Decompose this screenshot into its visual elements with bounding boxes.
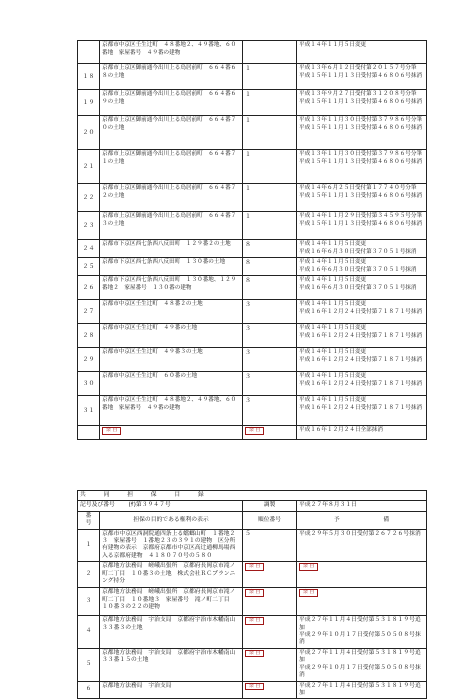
event-entries <box>297 240 427 258</box>
property-location: 京都市上京区御前通今出川上る鳥居前町 ６６４番７２の土地 <box>100 184 243 212</box>
col-header-rank: 順位番号 <box>243 511 297 529</box>
col-header-bi: 備 <box>383 516 390 523</box>
event-entry: 平成１３年１１月３０日受付第３７９８６号分筆 <box>299 117 423 123</box>
rank-number: ８ <box>243 240 297 258</box>
row-number: ２２ <box>78 184 100 212</box>
owner-history-row <box>78 64 427 90</box>
event-entries <box>297 300 427 324</box>
property-location: 京都市上京区御前通今出川上る鳥居前町 ６６４番６９の土地 <box>100 90 243 116</box>
event-entry: 平成１５年１１月１３日受付第４６８０６号抹消 <box>299 72 423 79</box>
collateral-item-row <box>78 529 427 562</box>
event-entries <box>297 258 427 276</box>
rank-number <box>243 41 297 64</box>
event-entry: 平成１４年１１月５日変更 <box>299 259 367 266</box>
event-entry: 平成１４年１１月５日変更 <box>299 325 367 332</box>
owner-history-row <box>78 258 427 276</box>
owner-history-row <box>78 300 427 324</box>
col-header-remarks <box>297 511 427 529</box>
event-entries <box>297 348 427 372</box>
event-entries <box>297 372 427 396</box>
item-rank-cell <box>243 681 297 699</box>
row-number: ２８ <box>78 324 100 348</box>
rank-number: ３ <box>243 324 297 348</box>
full-deletion-entry: 平成１６年１２月２４日全部抹消 <box>297 426 427 440</box>
margin-stamp: 余 白 <box>245 650 264 658</box>
item-remarks: 平成２９年５月３０日受付第２６７２６号抹消 <box>297 529 427 562</box>
event-entry: 平成１６年６月３０日受付第３７０５１号抹消 <box>299 248 417 255</box>
row-number <box>78 41 100 64</box>
record-value: (ｻ)第３９４７号 <box>128 502 171 509</box>
collateral-item-row <box>78 648 427 681</box>
event-entry: 平成１４年１１月５日変更 <box>299 349 367 356</box>
rank-number: １ <box>243 150 297 184</box>
rank-number: １ <box>243 90 297 116</box>
margin-stamp: 余 白 <box>245 427 264 435</box>
joint-collateral-body <box>78 529 427 699</box>
item-number: ６ <box>78 681 100 699</box>
item-remarks: 平成２７年１１月４日受付第５３１８１９号追加 平成２９年１０月１７日受付第５０５０８号抹消 <box>297 616 427 649</box>
owner-history-row <box>78 324 427 348</box>
property-location: 京都市中京区壬生辻町 ４９番３の土地 <box>100 348 243 372</box>
item-rights: 京都地方法務局 宇治支局 京都府宇治市木幡南山 ３３番１５の土地 <box>100 648 243 681</box>
section-title: 共 同 担 保 目 録 <box>78 491 427 501</box>
property-location: 京都市上京区御前通今出川上る鳥居前町 ６６４番７３の土地 <box>100 212 243 240</box>
event-entries <box>297 90 427 116</box>
event-entry: 平成１４年１１月５日変更 <box>299 373 367 380</box>
row-number: ２０ <box>78 116 100 150</box>
row-number: ２４ <box>78 240 100 258</box>
property-location: 京都市下京区西七条西八反田町 １３０番地、１２９番地２ 家屋番号 １３０番の建物 <box>100 276 243 300</box>
item-number: １ <box>78 529 100 562</box>
item-rights: 京都市中京区西洞院通四条上る蟷螂山町 １番地２３ 家屋番号 １番地２３の３９１の建物 区分所有建物の表示 京都府京都市中京区高辻通柳馬場西入る京都府建物 ４１８０７０号の５８０ <box>100 529 243 562</box>
event-entry: 平成１４年１１月５日変更 <box>299 301 367 308</box>
col-header-number: 番 号 <box>78 511 100 529</box>
property-location: 京都市上京区御前通今出川上る鳥居前町 ６６４番７１の土地 <box>100 150 243 184</box>
item-rights: 京都地方法務局 嵯峨出張所 京都府長岡京市滝ノ町二丁目 １０番地３ 家屋番号 滝ノ町二丁目 １０番３の２２の建物 <box>100 588 243 616</box>
event-entries <box>297 150 427 184</box>
owner-history-body <box>78 41 427 440</box>
event-entries <box>297 212 427 240</box>
owner-history-row <box>78 150 427 184</box>
event-entries <box>297 396 427 426</box>
record-number-cell <box>78 501 243 511</box>
row-number: ２１ <box>78 150 100 184</box>
item-remarks: 平成２７年１１月４日受付第５３１８１９号追加 <box>297 681 427 699</box>
event-entry: 平成１６年１２月２４日受付第７１８７１号抹消 <box>299 356 423 363</box>
item-number: ２ <box>78 562 100 588</box>
property-location: 京都市上京区御前通今出川上る鳥居前町 ６６４番７０の土地 <box>100 116 243 150</box>
col-header-yobi: 予 <box>333 516 340 523</box>
rank-number: ３ <box>243 300 297 324</box>
event-entry: 平成１４年６月２５日受付第１７７４０号分筆 <box>299 185 417 191</box>
row-number: ２３ <box>78 212 100 240</box>
event-entry: 平成１３年９月２７日受付第３１２０８号分筆 <box>299 91 417 97</box>
stamp-cell <box>100 426 243 440</box>
margin-stamp: 余 白 <box>245 563 264 571</box>
event-entries <box>297 184 427 212</box>
owner-history-row <box>78 41 427 64</box>
collateral-item-row <box>78 562 427 588</box>
owner-history-row <box>78 240 427 258</box>
event-entries <box>297 116 427 150</box>
collateral-item-row <box>78 616 427 649</box>
col-header-rights: 担保の目的である権利の表示 <box>100 511 243 529</box>
owner-history-row <box>78 90 427 116</box>
margin-stamp: 余 白 <box>102 427 121 435</box>
event-entry: 平成１６年１２月２４日受付第７１８７１号抹消 <box>299 380 423 387</box>
rank-number: １ <box>243 212 297 240</box>
item-number: ３ <box>78 588 100 616</box>
owner-history-final-row <box>78 426 427 440</box>
event-entry: 平成１５年１１月１３日受付第４６８０６号抹消 <box>299 192 423 199</box>
rank-number: １ <box>243 184 297 212</box>
owner-history-row <box>78 116 427 150</box>
item-rank-cell <box>243 616 297 649</box>
event-entry: 平成１３年６月１２日受付第２０１５７号分筆 <box>299 65 417 71</box>
owner-history-row <box>78 348 427 372</box>
event-entry: 平成１４年１１月２９日受付第３４５９５号分筆 <box>299 213 423 219</box>
owner-history-table <box>77 40 427 440</box>
rank-number: １ <box>243 116 297 150</box>
item-rank-cell <box>243 562 297 588</box>
rank-number: ３ <box>243 348 297 372</box>
event-entries <box>297 64 427 90</box>
property-location: 京都市中京区壬生辻町 ４８番２の土地 <box>100 300 243 324</box>
event-entry: 平成１４年１１月５日変更 <box>299 241 367 247</box>
margin-stamp: 余 白 <box>245 589 264 597</box>
owner-history-row <box>78 184 427 212</box>
item-rank-cell <box>243 648 297 681</box>
event-entries <box>297 324 427 348</box>
rank-number: １ <box>243 64 297 90</box>
event-entry: 平成１５年１１月１３日受付第４６８０６号抹消 <box>299 220 423 227</box>
property-location: 京都市下京区西七条西八反田町 １３０番の土地 <box>100 258 243 276</box>
item-rank-cell <box>243 529 297 562</box>
property-location: 京都市中京区壬生辻町 ４９番の土地 <box>100 324 243 348</box>
row-number: １８ <box>78 64 100 90</box>
row-number-empty <box>78 426 100 440</box>
record-label: 記号及び番号 <box>80 502 115 509</box>
row-number: ２９ <box>78 348 100 372</box>
margin-stamp: 余 白 <box>245 683 264 691</box>
row-number: ２５ <box>78 258 100 276</box>
event-entries <box>297 41 427 64</box>
stamp-cell <box>243 426 297 440</box>
item-remarks: 平成２７年１１月４日受付第５３１８１９号追加 平成２９年１０月１７日受付第５０５０８号抹消 <box>297 648 427 681</box>
adjusted-value: 平成２７年８月３１日 <box>297 501 427 511</box>
event-entry: 平成１５年１１月１３日受付第４６８０６号抹消 <box>299 124 423 131</box>
item-rights: 京都地方法務局 宇治支局 <box>100 681 243 699</box>
item-rights: 京都地方法務局 宇治支局 京都府宇治市木幡南山 ３３番３の土地 <box>100 616 243 649</box>
event-entry: 平成１５年１１月１３日受付第４６８０６号抹消 <box>299 98 423 105</box>
rank-number: ３ <box>243 372 297 396</box>
item-remarks <box>297 562 427 588</box>
event-entry: 平成１４年１１月５日変更 <box>299 397 367 404</box>
adjusted-label: 調製 <box>243 501 297 511</box>
joint-collateral-table <box>77 490 427 699</box>
row-number: ２７ <box>78 300 100 324</box>
item-number: ４ <box>78 616 100 649</box>
owner-history-row <box>78 276 427 300</box>
item-remarks <box>297 588 427 616</box>
rank-number: ３ <box>243 396 297 426</box>
property-location: 京都市下京区西七条西八反田町 １２９番２の土地 <box>100 240 243 258</box>
margin-stamp: 余 白 <box>299 589 318 597</box>
event-entry: 平成１６年１２月２４日受付第７１８７１号抹消 <box>299 332 423 339</box>
property-location: 京都市中京区壬生辻町 ４８番地２、４９番地、６０番地 家屋番号 ４９番の建物 <box>100 41 243 64</box>
margin-stamp: 余 白 <box>245 617 264 625</box>
event-entry: 平成１３年１１月３０日受付第３７９８６号分筆 <box>299 151 423 157</box>
event-entry: 平成１６年６月３０日受付第３７０５１号抹消 <box>299 284 417 291</box>
collateral-item-row <box>78 681 427 699</box>
rank-number: ８ <box>243 258 297 276</box>
event-entry: 平成１５年１１月１３日受付第４６８０６号抹消 <box>299 158 423 165</box>
rank-number: ８ <box>243 276 297 300</box>
event-entry: 平成１６年１２月２４日受付第７１８７１号抹消 <box>299 404 423 411</box>
event-entry: 平成１６年１２月２４日受付第７１８７１号抹消 <box>299 308 423 315</box>
event-entry: 平成１４年１１月５日変更 <box>299 42 367 48</box>
owner-history-row <box>78 372 427 396</box>
event-entry: 平成１４年１１月５日変更 <box>299 277 367 284</box>
row-number: １９ <box>78 90 100 116</box>
margin-stamp: 余 白 <box>299 563 318 571</box>
item-number: ５ <box>78 648 100 681</box>
row-number: ２６ <box>78 276 100 300</box>
item-rank: ５ <box>245 530 251 537</box>
property-location: 京都市中京区壬生辻町 ６０番の土地 <box>100 372 243 396</box>
item-rank-cell <box>243 588 297 616</box>
row-number: ３０ <box>78 372 100 396</box>
collateral-item-row <box>78 588 427 616</box>
event-entry: 平成１６年６月３０日受付第３７０５１号抹消 <box>299 266 417 273</box>
item-rights: 京都地方法務局 嵯峨出張所 京都府長岡京市滝ノ町二丁目 １０番３の土地 株式会社ＲＣプランニング持分 <box>100 562 243 588</box>
owner-history-row <box>78 212 427 240</box>
row-number: ３１ <box>78 396 100 426</box>
property-location: 京都市中京区壬生辻町 ４８番地２、４９番地、６０番地 家屋番号 ４９番の建物 <box>100 396 243 426</box>
property-location: 京都市上京区御前通今出川上る鳥居前町 ６６４番６８の土地 <box>100 64 243 90</box>
owner-history-row <box>78 396 427 426</box>
event-entries <box>297 276 427 300</box>
